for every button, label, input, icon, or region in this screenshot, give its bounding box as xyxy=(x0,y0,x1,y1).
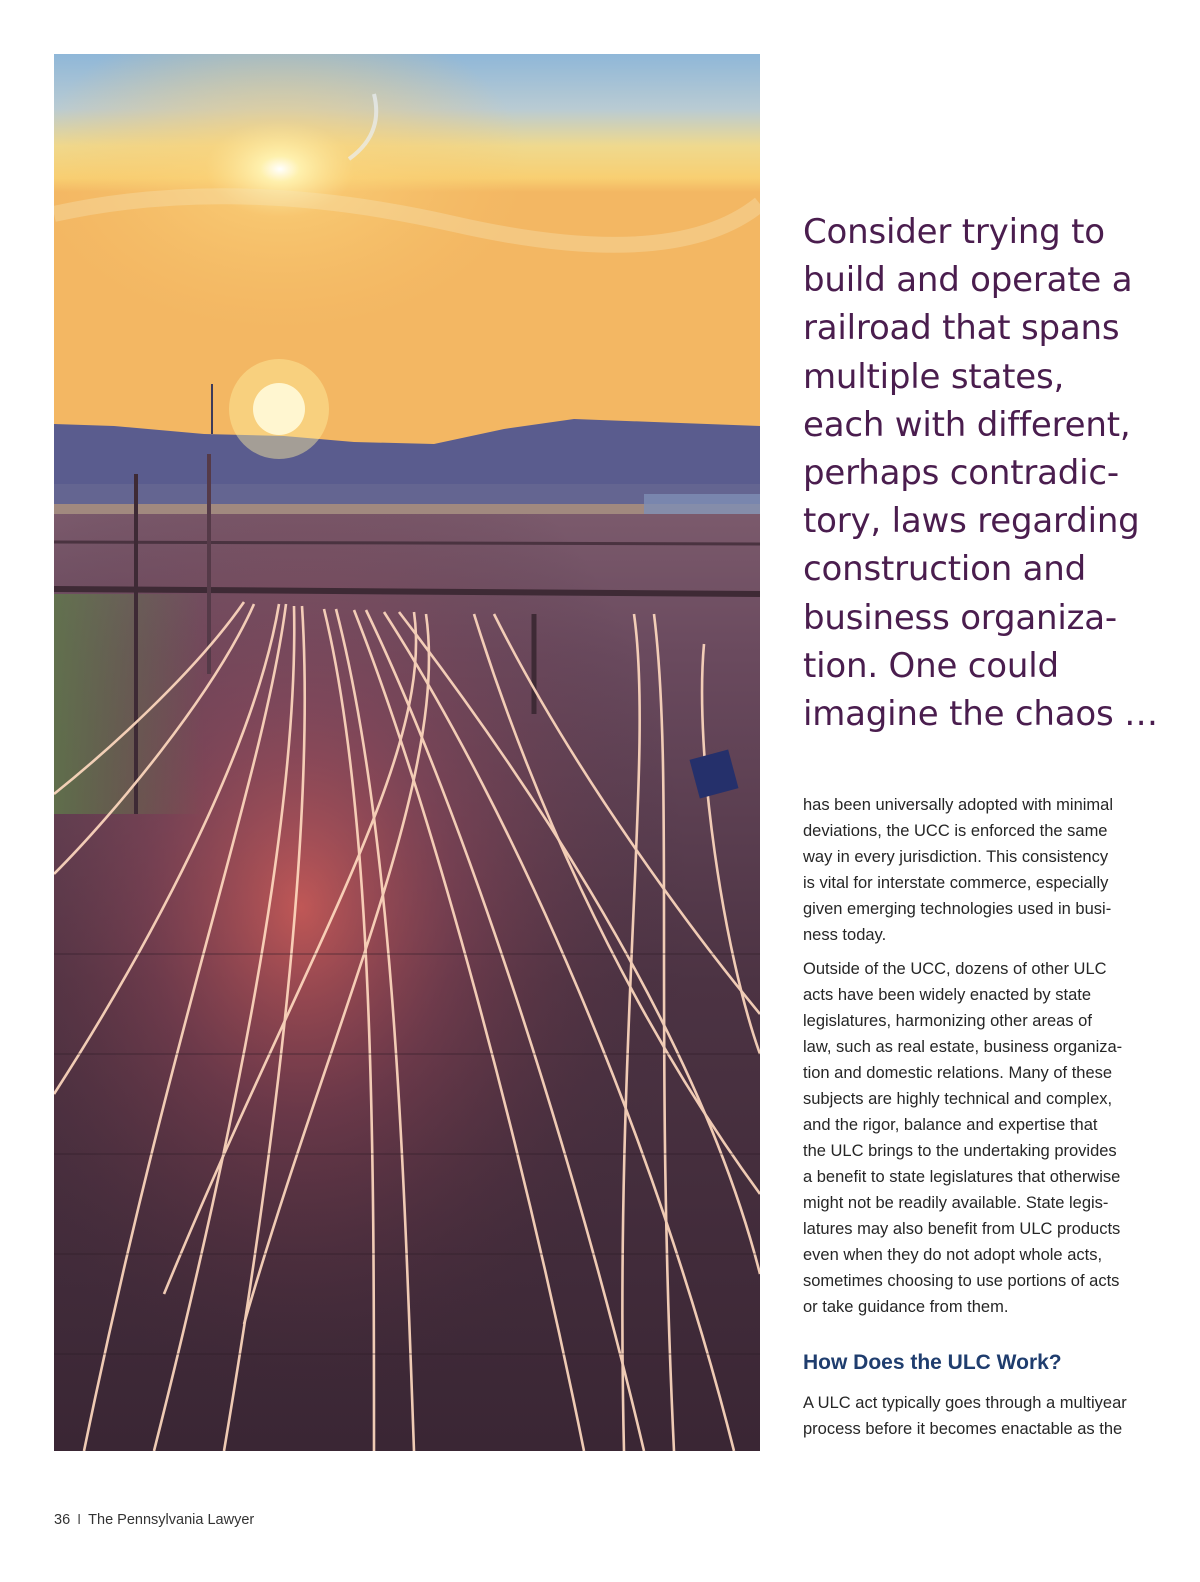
body-line: way in every jurisdiction. This consistency xyxy=(803,848,1109,866)
pull-quote-line: multiple states, xyxy=(803,356,1065,397)
pull-quote-line: each with different, xyxy=(803,404,1131,445)
body-line: has been universally adopted with minimal xyxy=(803,796,1114,814)
pull-quote-line: tion. One could xyxy=(803,645,1059,686)
body-line: Outside of the UCC, dozens of other ULC xyxy=(803,960,1107,978)
body-line: sometimes choosing to use portions of acts xyxy=(803,1272,1120,1290)
body-line: latures may also benefit from ULC products xyxy=(803,1220,1121,1238)
pull-quote-line: perhaps contradic- xyxy=(803,453,1119,494)
body-line: ness today. xyxy=(803,926,887,944)
body-line: and the rigor, balance and expertise that xyxy=(803,1116,1098,1134)
body-line: law, such as real estate, business organiza- xyxy=(803,1038,1123,1056)
body-line: might not be readily available. State legis- xyxy=(803,1194,1109,1212)
body-line: subjects are highly technical and complex, xyxy=(803,1090,1113,1108)
body-line: even when they do not adopt whole acts, xyxy=(803,1246,1103,1264)
pull-quote-line: railroad that spans xyxy=(803,308,1120,349)
page-number: 36 xyxy=(54,1512,71,1528)
pull-quote-line: Consider trying to xyxy=(803,212,1105,252)
paragraph-ucc-consistency xyxy=(803,792,1148,948)
body-line: acts have been widely enacted by state xyxy=(803,986,1092,1004)
body-line: A ULC act typically goes through a multiyear xyxy=(803,1394,1127,1412)
body-line: is vital for interstate commerce, especially xyxy=(803,874,1109,892)
body-line: legislatures, harmonizing other areas of xyxy=(803,1012,1092,1030)
paragraph-ulc-process xyxy=(803,1390,1148,1442)
publication-name: The Pennsylvania Lawyer xyxy=(88,1512,255,1528)
article-body xyxy=(803,792,1148,1450)
body-line: the ULC brings to the undertaking provides xyxy=(803,1142,1117,1160)
pull-quote-line: tory, laws regarding xyxy=(803,501,1140,542)
section-heading: How Does the ULC Work? xyxy=(803,1351,1062,1374)
page-footer xyxy=(54,1512,254,1528)
railroad-tracks-image xyxy=(54,54,760,1451)
pull-quote xyxy=(803,208,1163,738)
pull-quote-line: build and operate a xyxy=(803,260,1133,301)
paragraph-other-ulc-acts xyxy=(803,956,1148,1320)
pull-quote-line: construction and xyxy=(803,549,1087,590)
body-line: deviations, the UCC is enforced the same xyxy=(803,822,1108,840)
body-line: or take guidance from them. xyxy=(803,1298,1009,1316)
body-line: tion and domestic relations. Many of these xyxy=(803,1064,1113,1082)
pull-quote-line: business organiza- xyxy=(803,597,1117,638)
footer-separator: I xyxy=(77,1512,82,1528)
body-line: process before it becomes enactable as the xyxy=(803,1420,1123,1438)
body-line: given emerging technologies used in busi- xyxy=(803,900,1112,918)
railroad-photo xyxy=(54,54,760,1451)
body-line: a benefit to state legislatures that otherwise xyxy=(803,1168,1121,1186)
pull-quote-line: imagine the chaos … xyxy=(803,694,1158,735)
